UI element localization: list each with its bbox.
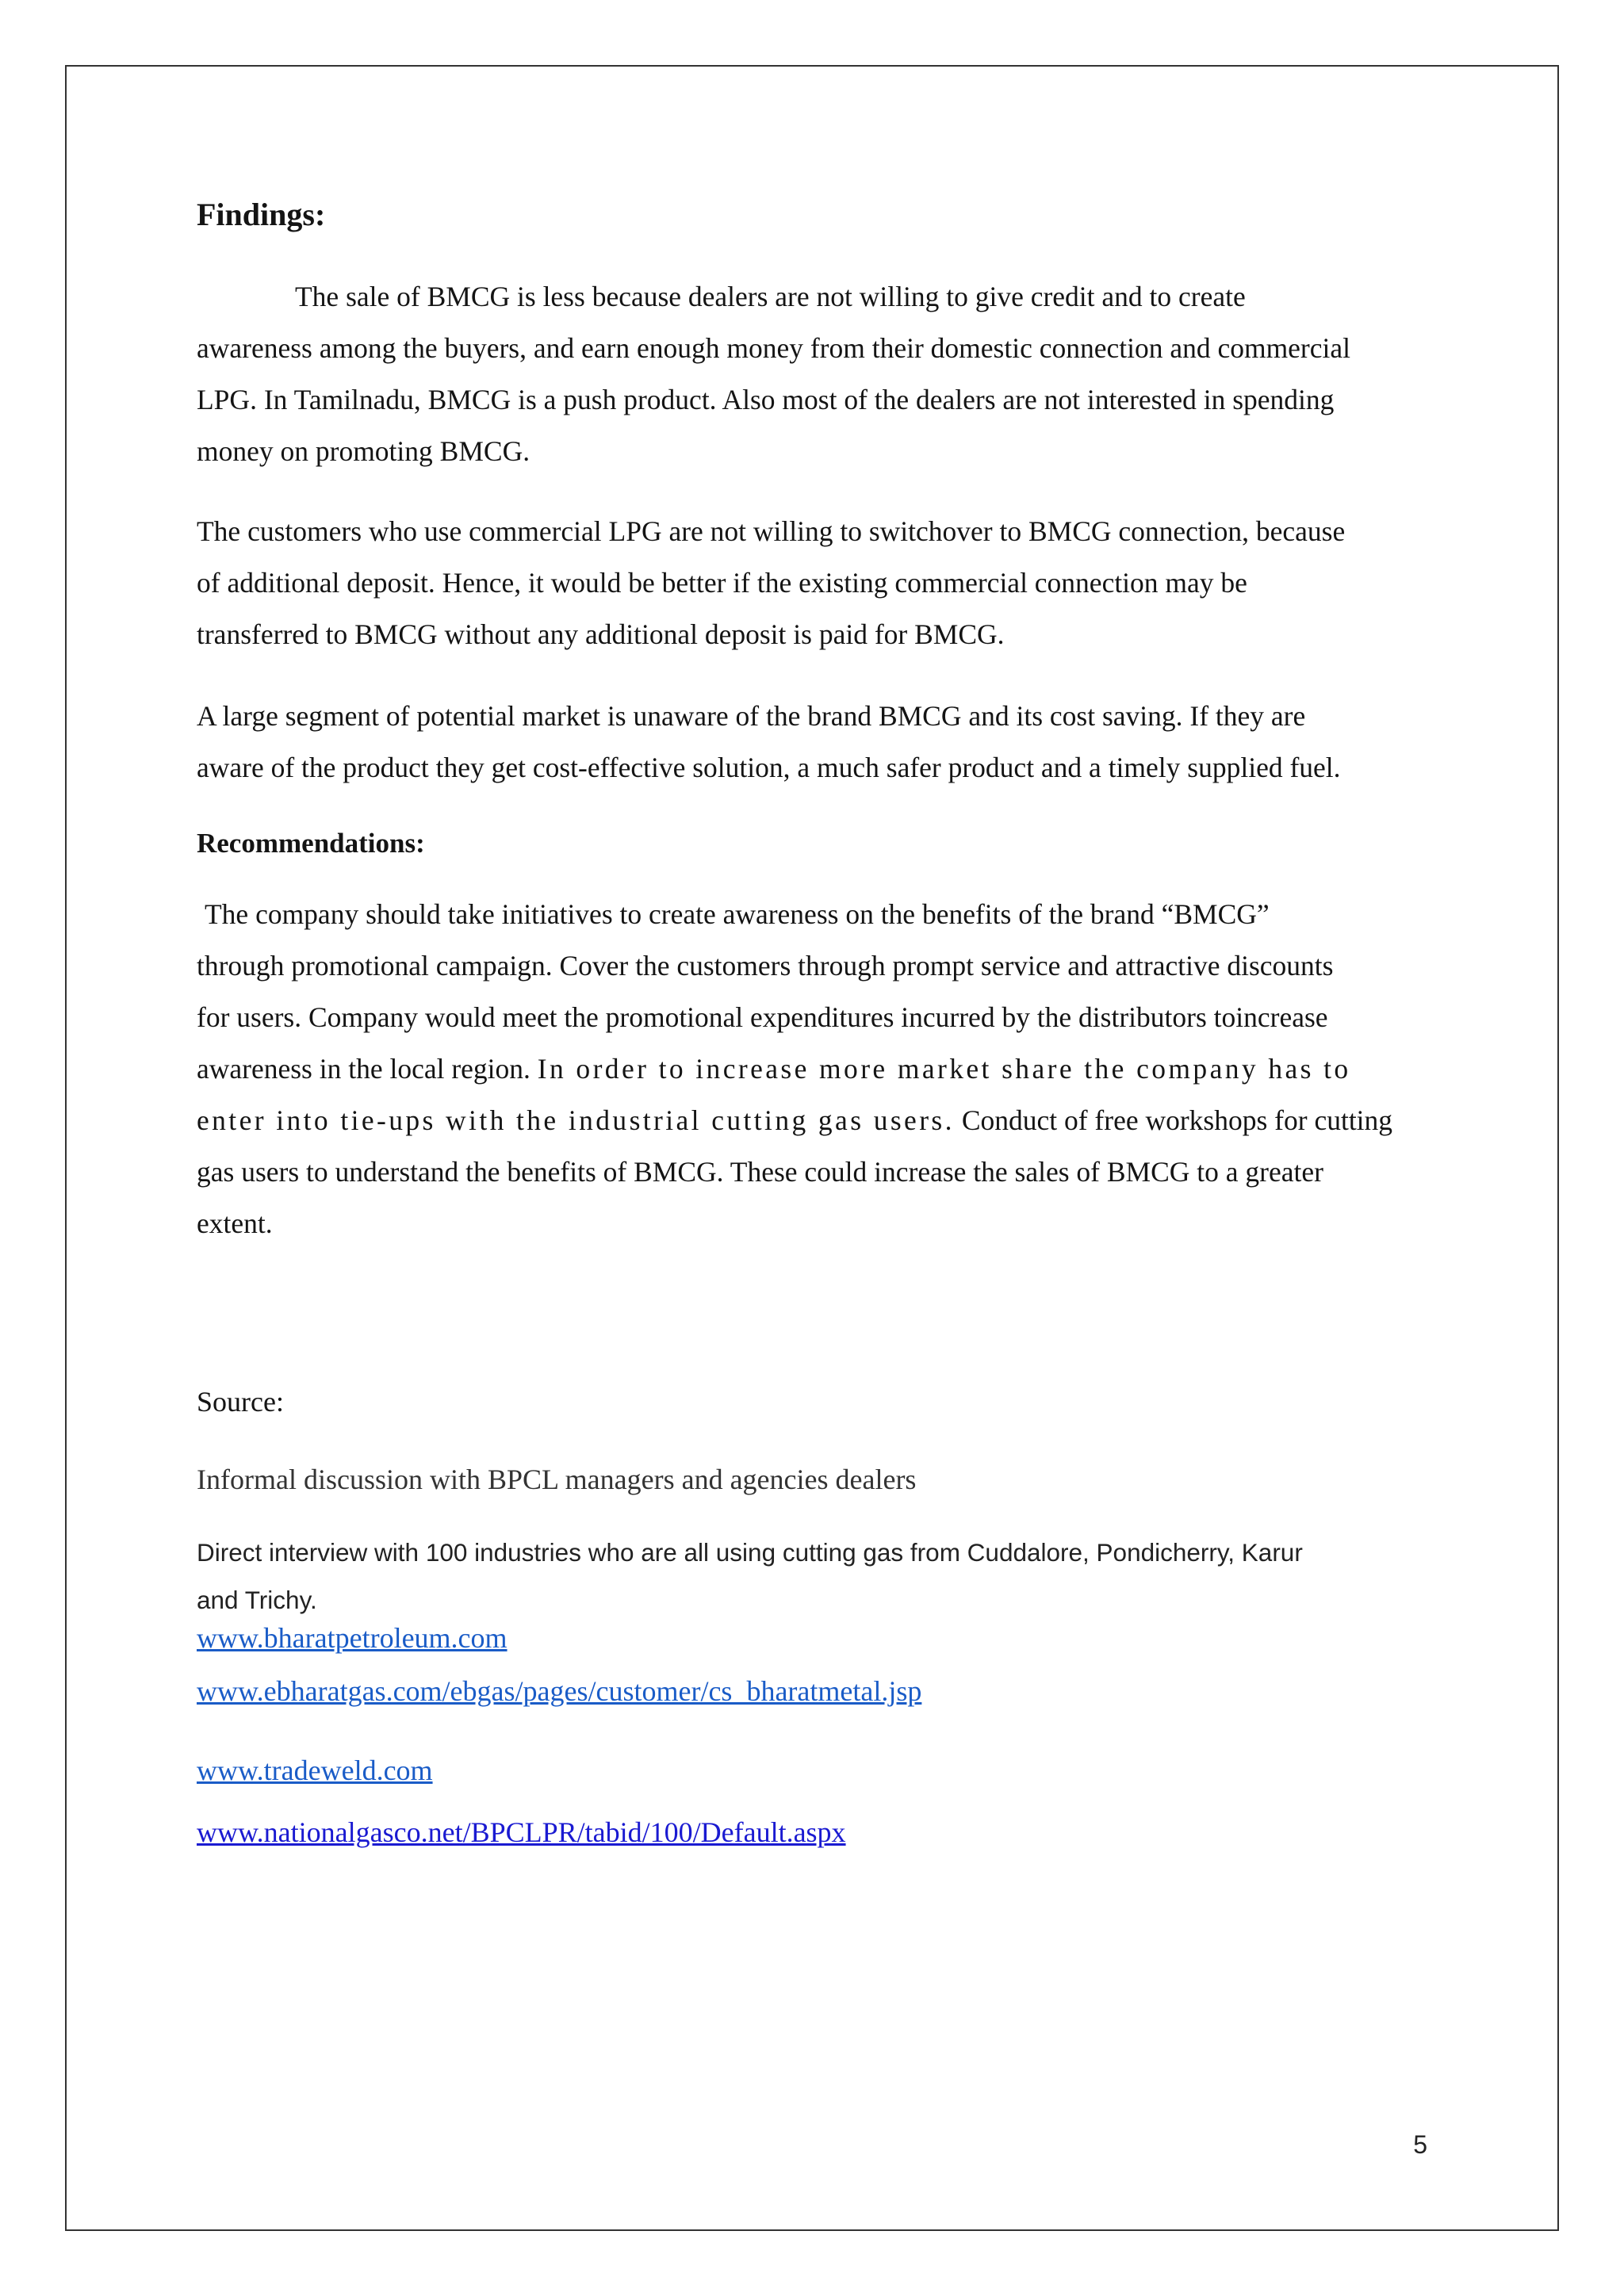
text-line: The company should take initiatives to create awareness on the benefits of the brand “BMCG” bbox=[205, 898, 1270, 930]
text-segment: awareness in the local region. bbox=[197, 1053, 538, 1085]
text-line: gas users to understand the benefits of BMCG. These could increase the sales of BMCG to a greater bbox=[197, 1156, 1323, 1188]
text-line: for users. Company would meet the promotional expenditures incurred by the distributors toincrease bbox=[197, 1001, 1328, 1033]
text-segment-spaced: In order to increase more market share the company has to bbox=[537, 1053, 1351, 1085]
text-line: The sale of BMCG is less because dealers are not willing to give credit and to create bbox=[295, 281, 1246, 312]
findings-paragraph-3 bbox=[197, 691, 1434, 794]
text-line: through promotional campaign. Cover the customers through prompt service and attractive discounts bbox=[197, 950, 1334, 982]
text-line bbox=[197, 1095, 1434, 1146]
text-line: money on promoting BMCG. bbox=[197, 435, 530, 467]
text-line: awareness among the buyers, and earn enough money from their domestic connection and commercial bbox=[197, 332, 1350, 364]
recommendations-heading: Recommendations: bbox=[197, 828, 425, 859]
text-line: A large segment of potential market is unaware of the brand BMCG and its cost saving. If they are bbox=[197, 700, 1306, 732]
text-line: of additional deposit. Hence, it would be better if the existing commercial connection may be bbox=[197, 567, 1247, 599]
source-link-tradeweld[interactable]: www.tradeweld.com bbox=[197, 1755, 433, 1786]
source-link-bharatpetroleum[interactable]: www.bharatpetroleum.com bbox=[197, 1622, 508, 1654]
source-link-ebharatgas[interactable]: www.ebharatgas.com/ebgas/pages/customer/cs_bharatmetal.jsp bbox=[197, 1675, 922, 1707]
findings-heading: Findings: bbox=[197, 197, 326, 232]
text-line: Direct interview with 100 industries who are all using cutting gas from Cuddalore, Pondicherry, Karur bbox=[197, 1538, 1303, 1567]
findings-paragraph-2 bbox=[197, 506, 1434, 660]
text-line: and Trichy. bbox=[197, 1586, 317, 1614]
source-informal-discussion: Informal discussion with BPCL managers and agencies dealers bbox=[197, 1464, 917, 1495]
source-link-nationalgasco[interactable]: www.nationalgasco.net/BPCLPR/tabid/100/Default.aspx bbox=[197, 1816, 846, 1848]
text-line bbox=[197, 1043, 1434, 1095]
text-segment-spaced: enter into tie-ups with the industrial cutting gas users. bbox=[197, 1104, 955, 1136]
page-number: 5 bbox=[1413, 2130, 1427, 2159]
source-label: Source: bbox=[197, 1386, 284, 1418]
text-line: LPG. In Tamilnadu, BMCG is a push product. Also most of the dealers are not interested in spending bbox=[197, 384, 1335, 415]
source-direct-interview bbox=[197, 1529, 1434, 1624]
text-segment: Conduct of free workshops for cutting bbox=[954, 1104, 1393, 1136]
text-line: The customers who use commercial LPG are not willing to switchover to BMCG connection, because bbox=[197, 515, 1346, 547]
text-line: aware of the product they get cost-effective solution, a much safer product and a timely supplied fuel. bbox=[197, 752, 1341, 783]
text-line: transferred to BMCG without any additional deposit is paid for BMCG. bbox=[197, 618, 1005, 650]
text-line: extent. bbox=[197, 1207, 273, 1239]
recommendations-paragraph bbox=[197, 889, 1434, 1249]
findings-paragraph-1 bbox=[197, 271, 1434, 477]
